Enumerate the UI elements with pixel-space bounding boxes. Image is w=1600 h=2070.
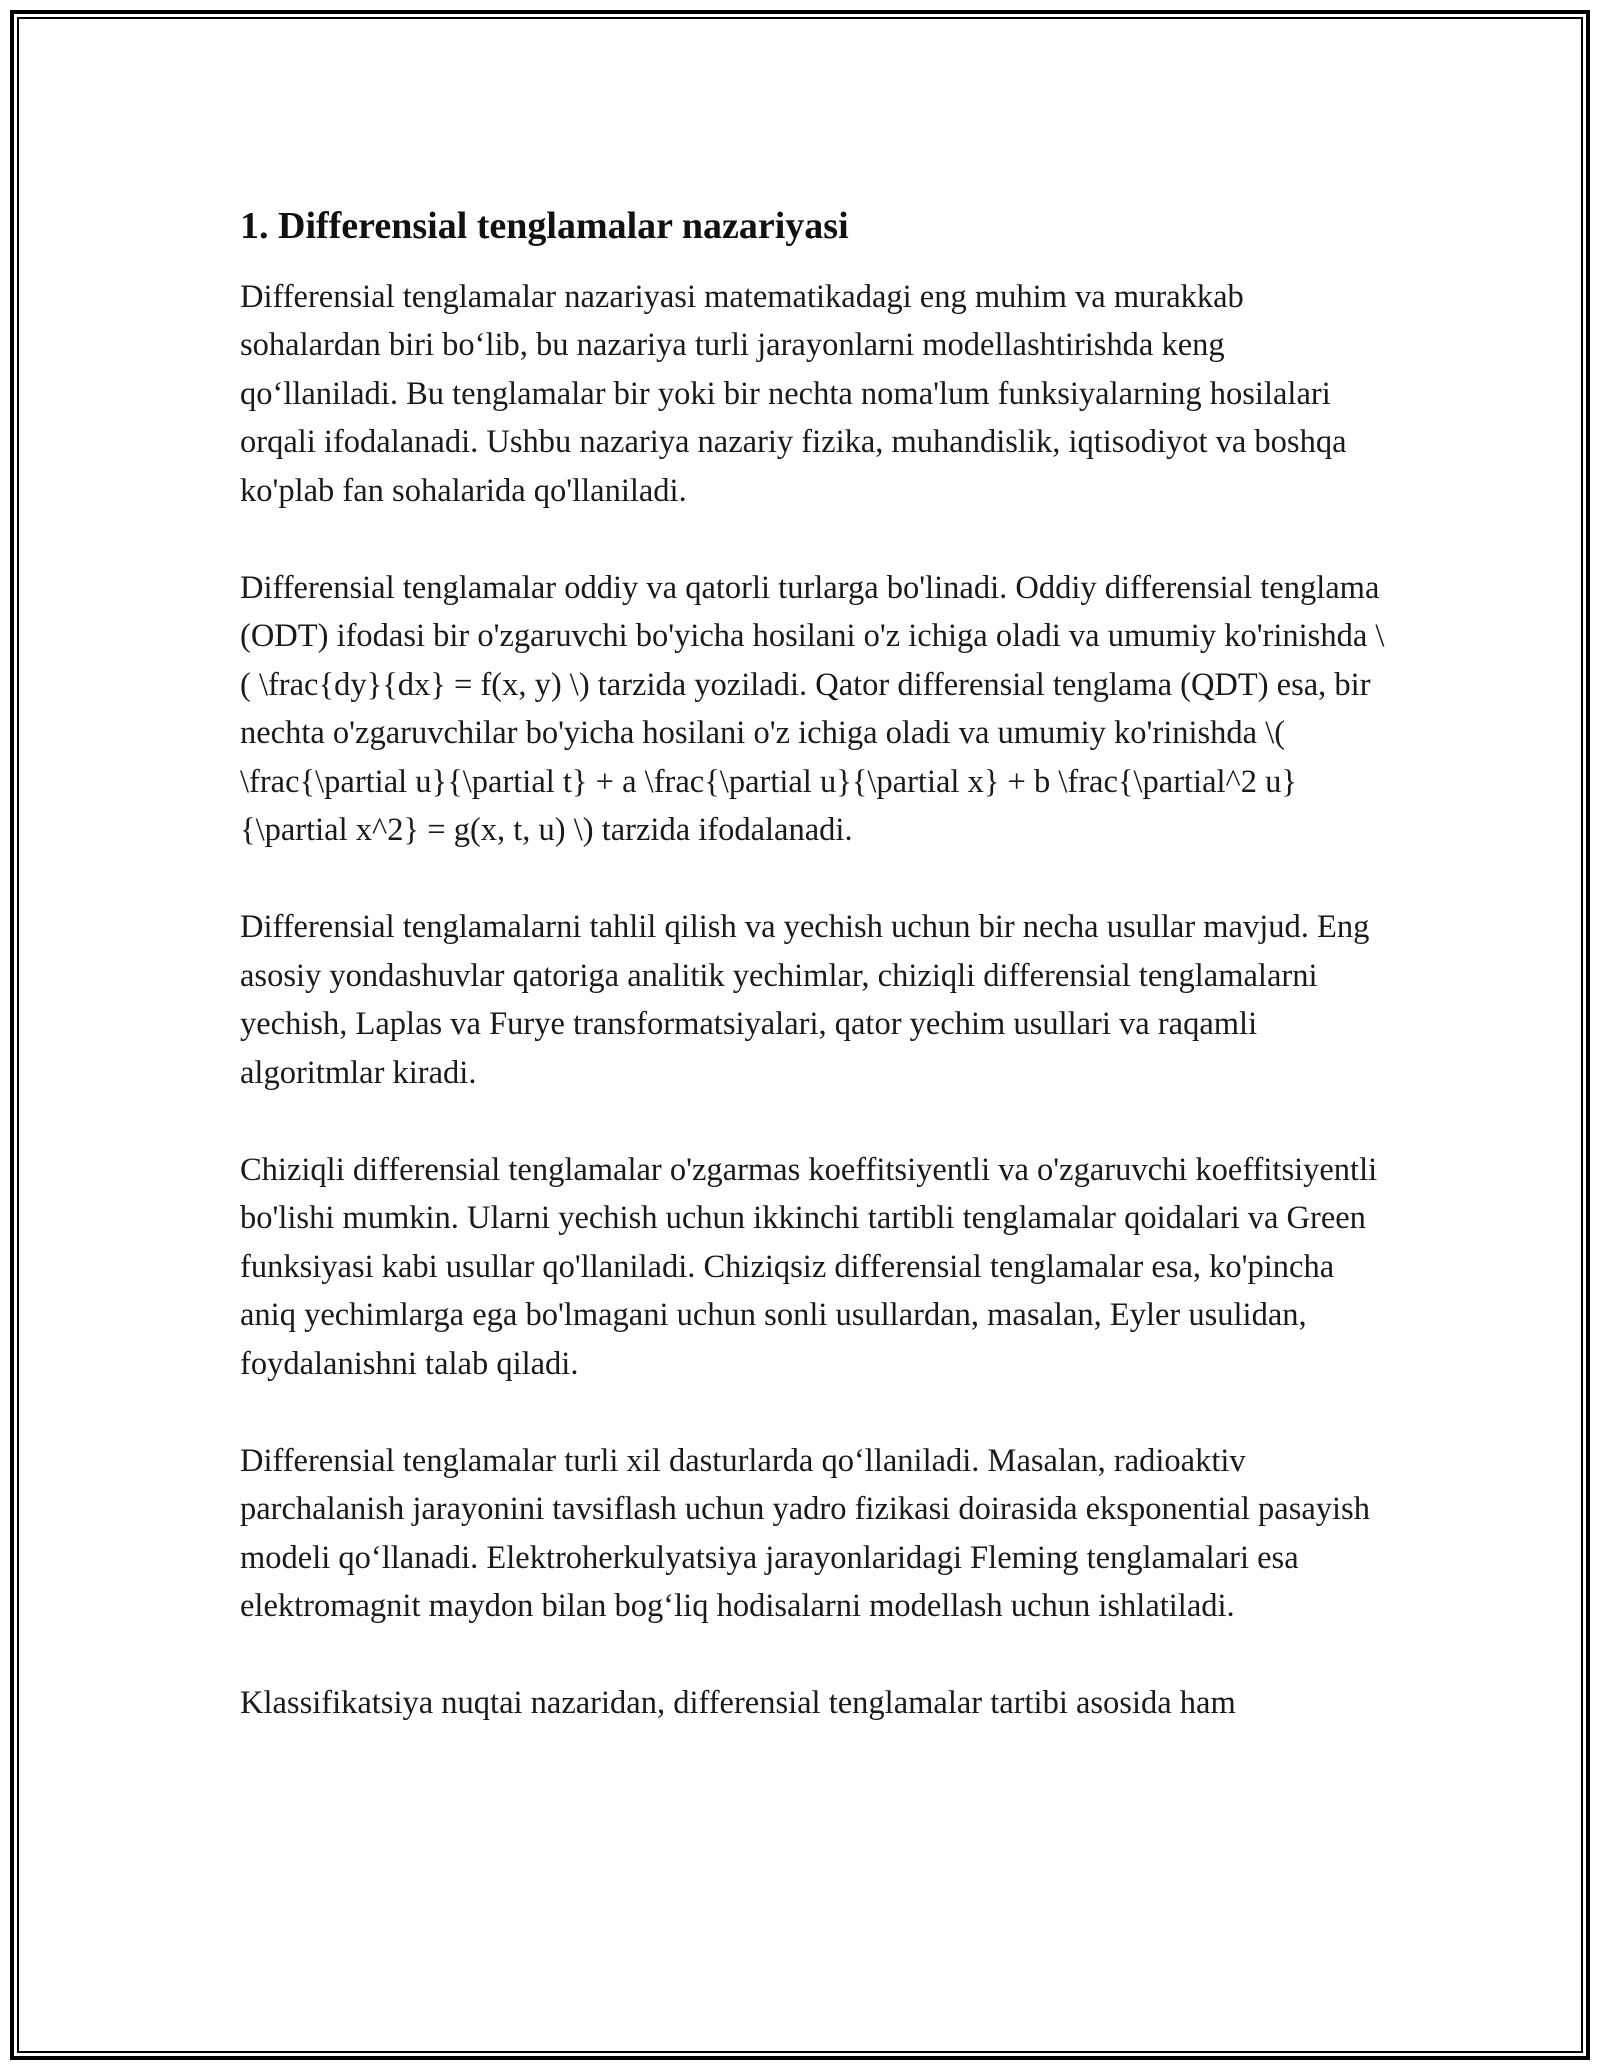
paragraph-classification: Klassifikatsiya nuqtai nazaridan, differensial tenglamalar tartibi asosida ham bbox=[240, 1685, 1236, 1722]
paragraph-linear: Chiziqli differensial tenglamalar o'zgarmas koeffitsiyentli va o'zgaruvchi koeffitsiyentli bo'lishi mumkin. Ularni yechish uchun ikkinchi tartibli tenglamalar qoidalari va Green funksiyasi kabi usullar qo'llaniladi. Chiziqsiz differensial tenglamalar esa, ko'pincha aniq yechimlarga ega bo'lmagani uchun sonli usullardan, masalan, Eyler usulidan, foydalanishni talab qiladi. bbox=[240, 1151, 1378, 1382]
paragraph-methods: Differensial tenglamalarni tahlil qilish va yechish uchun bir necha usullar mavjud. Eng asosiy yondashuvlar qatoriga analitik yechimlar, chiziqli differensial tenglamalarni yechish, Laplas va Furye transformatsiyalari, qator yechim usullari va raqamli algoritmlar kiradi. bbox=[240, 909, 1370, 1091]
paragraph-applications: Differensial tenglamalar turli xil dasturlarda qo‘llaniladi. Masalan, radioaktiv parchalanish jarayonini tavsiflash uchun yadro fizikasi doirasida eksponential pasayish modeli qo‘llanadi. Elektroherkulyatsiya jarayonlaridagi Fleming tenglamalari esa elektromagnit maydon bilan bog‘liq hodisalarni modellash uchun ishlatiladi. bbox=[240, 1442, 1370, 1625]
page-border-inner bbox=[17, 17, 1583, 2053]
paragraph-types: Differensial tenglamalar oddiy va qatorli turlarga bo'linadi. Oddiy differensial tenglama (ODT) ifodasi bir o'zgaruvchi bo'yicha hosilani o'z ichiga oladi va umumiy ko'rinishda \( \frac{dy}{dx} = f(x, y) \) tarzida yoziladi. Qator differensial tenglama (QDT) esa, bir nechta o'zgaruvchilar bo'yicha hosilani o'z ichiga oladi va umumiy ko'rinishda \( \frac{\partial u}{\partial t} + a \frac{\partial u}{\partial x} + b \frac{\partial^2 u}{\partial x^2} = g(x, t, u) \) tarzida ifodalanadi. bbox=[240, 569, 1385, 849]
page-border bbox=[10, 10, 1590, 2060]
section-heading: 1. Differensial tenglamalar nazariyasi bbox=[240, 205, 849, 247]
document-body bbox=[240, 194, 1390, 1776]
paragraph-intro: Differensial tenglamalar nazariyasi matematikadagi eng muhim va murakkab sohalardan biri bo‘lib, bu nazariya turli jarayonlarni modellashtirishda keng qo‘llaniladi. Bu tenglamalar bir yoki bir nechta noma'lum funksiyalarning hosilalari orqali ifodalanadi. Ushbu nazariya nazariy fizika, muhandislik, iqtisodiyot va boshqa ko'plab fan sohalarida qo'llaniladi. bbox=[240, 278, 1347, 509]
